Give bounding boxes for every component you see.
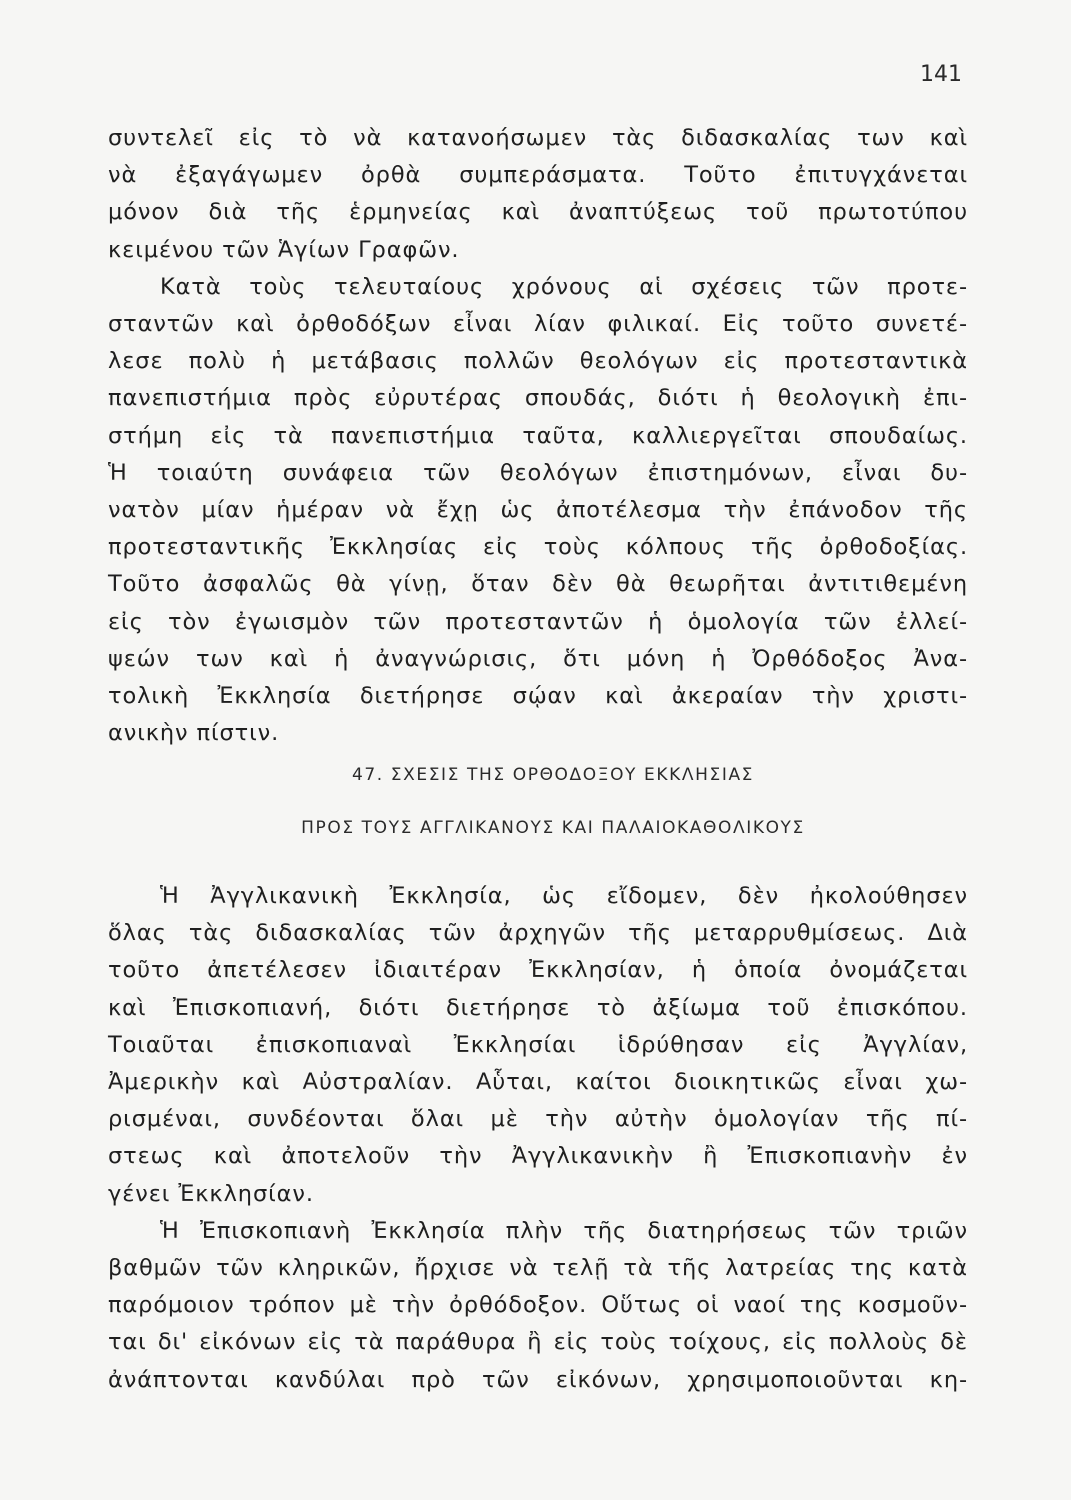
text-line: ὅλας τὰς διδασκαλίας τῶν ἀρχηγῶν τῆς μεταρρυθμίσεως. Διὰ (108, 920, 968, 947)
text-line: ἀνάπτονται κανδύλαι πρὸ τῶν εἰκόνων, χρησιμοποιοῦνται κη- (108, 1366, 968, 1393)
section-text-lower (108, 878, 968, 1399)
text-line: Τοιαῦται ἐπισκοπιαναὶ Ἐκκλησίαι ἱδρύθησαν εἰς Ἀγγλίαν, (108, 1031, 968, 1058)
text-line: παρόμοιον τρόπον μὲ τὴν ὀρθόδοξον. Οὕτως οἱ ναοί της κοσμοῦν- (108, 1292, 968, 1319)
section-text-upper (108, 120, 968, 752)
text-line: Ἀμερικὴν καὶ Αὐστραλίαν. Αὗται, καίτοι διοικητικῶς εἶναι χω- (108, 1069, 968, 1096)
text-line: εἰς τὸν ἐγωισμὸν τῶν προτεσταντῶν ἡ ὁμολογία τῶν ἐλλεί- (108, 608, 968, 635)
text-line: κειμένου τῶν Ἁγίων Γραφῶν. (108, 236, 460, 263)
section-heading: 47. ΣΧΕΣΙΣ ΤΗΣ ΟΡΘΟΔΟΞΟΥ ΕΚΚΛΗΣΙΑΣ (351, 765, 755, 785)
paragraph-start-line: Κατὰ τοὺς τελευταίους χρόνους αἱ σχέσεις τῶν προτε- (160, 273, 968, 300)
text-line: στεως καὶ ἀποτελοῦν τὴν Ἀγγλικανικὴν ἢ Ἐπισκοπιανὴν ἐν (108, 1143, 968, 1170)
paragraph-start-line: Ἡ Ἀγγλικανικὴ Ἐκκλησία, ὡς εἴδομεν, δὲν ἠκολούθησεν (160, 883, 968, 909)
text-line: λεσε πολὺ ἡ μετάβασις πολλῶν θεολόγων εἰς προτεσταντικὰ (108, 348, 968, 375)
text-line: ανικὴν πίστιν. (108, 720, 280, 747)
text-line: ρισμέναι, συνδέονται ὅλαι μὲ τὴν αὐτὴν ὁμολογίαν τῆς πί- (108, 1106, 968, 1133)
text-line: βαθμῶν τῶν κληρικῶν, ἤρχισε νὰ τελῇ τὰ τῆς λατρείας της κατὰ (108, 1255, 968, 1282)
text-line: μόνον διὰ τῆς ἑρμηνείας καὶ ἀναπτύξεως τοῦ πρωτοτύπου (108, 199, 968, 226)
text-line: προτεσταντικῆς Ἐκκλησίας εἰς τοὺς κόλπους τῆς ὀρθοδοξίας. (108, 534, 968, 561)
text-line: σταντῶν καὶ ὀρθοδόξων εἶναι λίαν φιλικαί. Εἰς τοῦτο συνετέ- (108, 311, 968, 338)
paragraph-start-line: Ἡ Ἐπισκοπιανὴ Ἐκκλησία πλὴν τῆς διατηρήσεως τῶν τριῶν (160, 1217, 968, 1244)
text-line: ται δι' εἰκόνων εἰς τὰ παράθυρα ἢ εἰς τοὺς τοίχους, εἰς πολλοὺς δὲ (108, 1329, 968, 1356)
text-line: νὰ ἐξαγάγωμεν ὀρθὰ συμπεράσματα. Τοῦτο ἐπιτυγχάνεται (108, 162, 968, 189)
text-line: Ἡ τοιαύτη συνάφεια τῶν θεολόγων ἐπιστημόνων, εἶναι δυ- (108, 459, 968, 486)
text-line: νατὸν μίαν ἡμέραν νὰ ἔχῃ ὡς ἀποτέλεσμα τὴν ἐπάνοδον τῆς (108, 497, 968, 524)
page-number: 141 (920, 62, 962, 87)
text-line: τοῦτο ἀπετέλεσεν ἰδιαιτέραν Ἐκκλησίαν, ἡ ὁποία ὀνομάζεται (108, 957, 968, 984)
text-line: καὶ Ἐπισκοπιανή, διότι διετήρησε τὸ ἀξίωμα τοῦ ἐπισκόπου. (108, 994, 968, 1021)
text-line: γένει Ἐκκλησίαν. (108, 1180, 314, 1207)
text-line: στήμη εἰς τὰ πανεπιστήμια ταῦτα, καλλιεργεῖται σπουδαίως. (108, 422, 968, 449)
text-line: Τοῦτο ἀσφαλῶς θὰ γίνῃ, ὅταν δὲν θὰ θεωρῆται ἀντιτιθεμένη (108, 571, 968, 598)
text-line: τολικὴ Ἐκκλησία διετήρησε σῴαν καὶ ἀκεραίαν τὴν χριστι- (108, 683, 968, 710)
section-subheading: ΠΡΟΣ ΤΟΥΣ ΑΓΓΛΙΚΑΝΟΥΣ ΚΑΙ ΠΑΛΑΙΟΚΑΘΟΛΙΚΟΥΣ (301, 818, 805, 838)
text-line: ψεών των καὶ ἡ ἀναγνώρισις, ὅτι μόνη ἡ Ὀρθόδοξος Ἀνα- (108, 645, 968, 672)
text-line: συντελεῖ εἰς τὸ νὰ κατανοήσωμεν τὰς διδασκαλίας των καὶ (108, 125, 968, 151)
text-line: πανεπιστήμια πρὸς εὐρυτέρας σπουδάς, διότι ἡ θεολογικὴ ἐπι- (108, 385, 968, 412)
